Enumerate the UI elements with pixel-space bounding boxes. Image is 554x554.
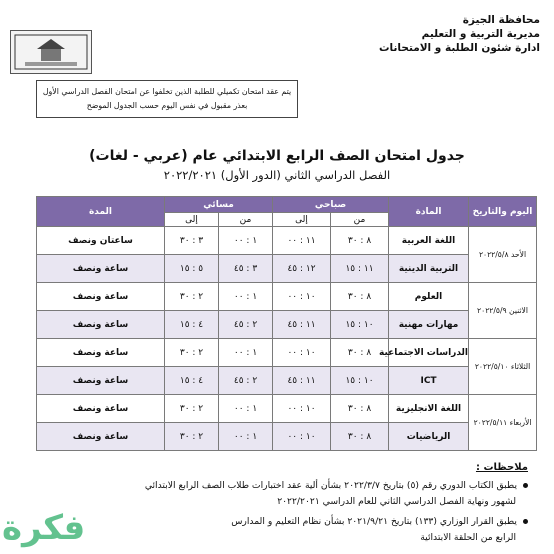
evening-to-cell: ٢ : ٣٠ (165, 339, 219, 367)
duration-cell: ساعة ونصف (37, 283, 165, 311)
subject-cell: العلوم (389, 283, 469, 311)
table-row (37, 367, 537, 395)
morning-from-cell: ٨ : ٣٠ (331, 423, 389, 451)
evening-to-cell: ٢ : ٣٠ (165, 423, 219, 451)
supplementary-exam-note (36, 80, 298, 118)
morning-to-cell: ١١ : ٤٥ (273, 311, 331, 339)
evening-to-cell: ٢ : ٣٠ (165, 395, 219, 423)
morning-from-cell: ٨ : ٣٠ (331, 283, 389, 311)
notes-heading: ملاحظات : (475, 462, 528, 473)
evening-to-cell: ٢ : ٣٠ (165, 283, 219, 311)
morning-to-cell: ١٠ : ٠٠ (273, 339, 331, 367)
morning-from-cell: ١٠ : ١٥ (331, 311, 389, 339)
subject-cell: الدراسات الاجتماعية (389, 339, 469, 367)
duration-cell: ساعة ونصف (37, 395, 165, 423)
morning-to-cell: ١٠ : ٠٠ (273, 423, 331, 451)
morning-from-cell: ٨ : ٣٠ (331, 395, 389, 423)
evening-from-cell: ١ : ٠٠ (219, 395, 273, 423)
evening-to-cell: ٣ : ٣٠ (165, 227, 219, 255)
table-header-row (37, 197, 537, 213)
evening-to-cell: ٤ : ١٥ (165, 367, 219, 395)
header-subject: المادة (389, 197, 469, 227)
evening-from-cell: ٢ : ٤٥ (219, 311, 273, 339)
subject-cell: الرياضيات (389, 423, 469, 451)
table-row (37, 255, 537, 283)
evening-from-cell: ١ : ٠٠ (219, 339, 273, 367)
note-item-continued: لشهور ونهاية الفصل الدراسي الثاني للعام الدراسي ٢٠٢٢/٢٠٢١ (277, 496, 516, 507)
note-line-1: يتم عقد امتحان تكميلي للطلبة الذين تخلفوا عن امتحان الفصل الدراسي الأول (42, 87, 292, 96)
header-morning: صباحي (273, 197, 389, 213)
table-row (37, 395, 537, 423)
note-item-continued: الرابع من الحلقة الابتدائية (420, 532, 516, 543)
page-title: جدول امتحان الصف الرابع الابتدائي عام (عربي - لغات) (89, 148, 465, 164)
morning-from-cell: ١١ : ١٥ (331, 255, 389, 283)
day-date-cell: الأربعاء ٢٠٢٢/٥/١١ (469, 395, 537, 451)
page-subtitle: الفصل الدراسي الثاني (الدور الأول) ٢٠٢٢/٢٠٢١ (163, 168, 391, 182)
evening-to-cell: ٤ : ١٥ (165, 311, 219, 339)
department-label: ادارة شئون الطلبة و الامتحانات (379, 42, 540, 54)
morning-to-cell: ١٠ : ٠٠ (273, 395, 331, 423)
note-line-2: بعذر مقبول في نفس اليوم حسب الجدول الموضح (86, 101, 248, 110)
subject-cell: اللغة الانجليزية (389, 395, 469, 423)
note-item (145, 480, 528, 491)
morning-to-cell: ١٠ : ٠٠ (273, 283, 331, 311)
duration-cell: ساعة ونصف (37, 255, 165, 283)
note-text: يطبق الكتاب الدوري رقم (٥) بتاريخ ٢٠٢٢/٣/٧ بشأن ألية عقد اختبارات طلاب الصف الرابع الابتدائي (144, 480, 517, 491)
table-row (37, 311, 537, 339)
governorate-label: محافظة الجيزة (462, 14, 540, 26)
header-evening: مسائي (165, 197, 273, 213)
duration-cell: ساعة ونصف (37, 311, 165, 339)
evening-from-cell: ١ : ٠٠ (219, 283, 273, 311)
morning-from-cell: ١٠ : ١٥ (331, 367, 389, 395)
bullet-icon (523, 483, 528, 488)
governorate-logo (10, 30, 92, 74)
subject-cell: ICT (389, 367, 469, 395)
evening-from-cell: ٢ : ٤٥ (219, 367, 273, 395)
header-day: اليوم والتاريخ (469, 197, 537, 227)
evening-from-cell: ١ : ٠٠ (219, 423, 273, 451)
subject-cell: اللغة العربية (389, 227, 469, 255)
table-row (37, 227, 537, 255)
directorate-label: مديرية التربية و التعليم (421, 28, 540, 40)
duration-cell: ساعة ونصف (37, 423, 165, 451)
note-item (231, 516, 528, 527)
duration-cell: ساعة ونصف (37, 339, 165, 367)
day-date-cell: الثلاثاء ٢٠٢٢/٥/١٠ (469, 339, 537, 395)
morning-to-cell: ١١ : ٤٥ (273, 367, 331, 395)
evening-from-cell: ١ : ٠٠ (219, 227, 273, 255)
watermark-logo: فكرة (2, 508, 86, 548)
morning-from-cell: ٨ : ٣٠ (331, 339, 389, 367)
morning-to-cell: ١٢ : ٤٥ (273, 255, 331, 283)
note-text: يطبق القرار الوزاري (١٣٣) بتاريخ ٢٠٢١/٩/٢١ بشأن نظام التعليم و المدارس (231, 516, 517, 527)
duration-cell: ساعة ونصف (37, 367, 165, 395)
subject-cell: مهارات مهنية (389, 311, 469, 339)
header-duration: المدة (37, 197, 165, 227)
header-evening-from: من (219, 213, 273, 227)
evening-to-cell: ٥ : ١٥ (165, 255, 219, 283)
table-row (37, 339, 537, 367)
header-morning-from: من (331, 213, 389, 227)
morning-to-cell: ١١ : ٠٠ (273, 227, 331, 255)
duration-cell: ساعتان ونصف (37, 227, 165, 255)
exam-schedule-table (36, 196, 537, 451)
table-row (37, 423, 537, 451)
evening-from-cell: ٣ : ٤٥ (219, 255, 273, 283)
morning-from-cell: ٨ : ٣٠ (331, 227, 389, 255)
header-morning-to: إلى (273, 213, 331, 227)
subject-cell: التربية الدينية (389, 255, 469, 283)
header-evening-to: إلى (165, 213, 219, 227)
bullet-icon (523, 519, 528, 524)
day-date-cell: الاثنين ٢٠٢٢/٥/٩ (469, 283, 537, 339)
day-date-cell: الأحد ٢٠٢٢/٥/٨ (469, 227, 537, 283)
table-row (37, 283, 537, 311)
